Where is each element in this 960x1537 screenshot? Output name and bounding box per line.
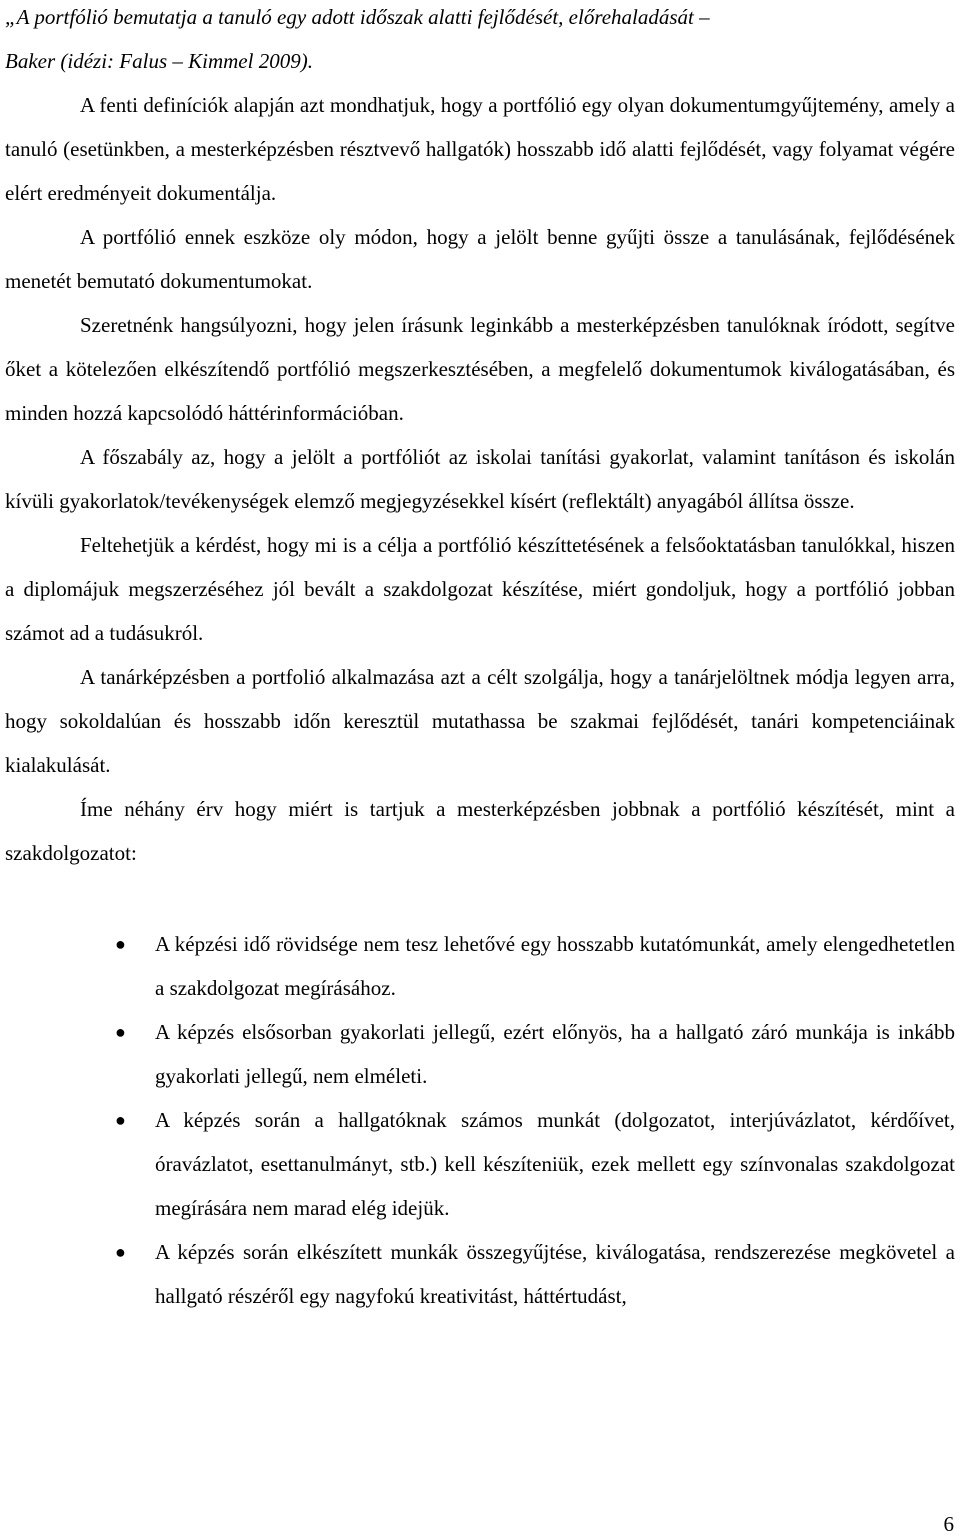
list-item xyxy=(5,1230,955,1318)
list-item-text: A képzés elsősorban gyakorlati jellegű, ezért előnyös, ha a hallgató záró munkája is inkább gyakorlati jellegű, nem elméleti. xyxy=(155,1020,955,1088)
page-number: 6 xyxy=(943,1512,954,1536)
bullet-icon: ● xyxy=(115,934,126,954)
bullet-icon: ● xyxy=(115,1022,126,1042)
paragraph-question: Feltehetjük a kérdést, hogy mi is a célja a portfólió készíttetésének a felsőoktatásban tanulókkal, hiszen a diplomájuk megszerzéséhez jól bevált a szakdolgozat készítése, miért gondoljuk, hogy a portfólió jobban számot ad a tudásukról. xyxy=(5,533,955,645)
list-item xyxy=(5,1010,955,1098)
paragraph-emphasis: Szeretnénk hangsúlyozni, hogy jelen írásunk leginkább a mesterképzésben tanulóknak íródott, segítve őket a kötelezően elkészítendő portfólió megszerkesztésében, a megfelelő dokumentumok kiválogatásában, és minden hozzá kapcsolódó háttérinformációban. xyxy=(5,313,955,425)
bullet-icon: ● xyxy=(115,1242,126,1262)
paragraph-definition: A fenti definíciók alapján azt mondhatjuk, hogy a portfólió egy olyan dokumentumgyűjtemény, amely a tanuló (esetünkben, a mesterképzésben résztvevő hallgatók) hosszabb idő alatti fejlődését, vagy folyamat végére elért eredményeit dokumentálja. xyxy=(5,93,955,205)
bullet-icon: ● xyxy=(115,1110,126,1130)
paragraph-arguments-intro: Íme néhány érv hogy miért is tartjuk a mesterképzésben jobbnak a portfólió készítését, mint a szakdolgozatot: xyxy=(5,797,955,865)
document-page xyxy=(5,0,955,1318)
list-item-text: A képzés során elkészített munkák összegyűjtése, kiválogatása, rendszerezése megkövetel a hallgató részéről egy nagyfokú kreativitást, háttértudást, xyxy=(155,1240,955,1308)
list-item-text: A képzési idő rövidsége nem tesz lehetővé egy hosszabb kutatómunkát, amely elengedhetetlen a szakdolgozat megírásához. xyxy=(155,932,955,1000)
list-item xyxy=(5,922,955,1010)
paragraph-teacher-training: A tanárképzésben a portfolió alkalmazása azt a célt szolgálja, hogy a tanárjelöltnek módja legyen arra, hogy sokoldalúan és hosszabb időn keresztül mutathassa be szakmai fejlődését, tanári kompetenciáinak kialakulását. xyxy=(5,665,955,777)
list-item xyxy=(5,1098,955,1230)
arguments-list xyxy=(5,922,955,1318)
paragraph-portfolio-tool: A portfólió ennek eszköze oly módon, hogy a jelölt benne gyűjti össze a tanulásának, fejlődésének menetét bemutató dokumentumokat. xyxy=(5,225,955,293)
list-item-text: A képzés során a hallgatóknak számos munkát (dolgozatot, interjúvázlatot, kérdőívet, óravázlatot, esettanulmányt, stb.) kell készíteniük, ezek mellett egy színvonalas szakdolgozat megírására nem marad elég idejük. xyxy=(155,1108,955,1220)
paragraph-main-rule: A főszabály az, hogy a jelölt a portfóliót az iskolai tanítási gyakorlat, valamint tanításon és iskolán kívüli gyakorlatok/tevékenységek elemző megjegyzésekkel kísért (reflektált) anyagából állítsa össze. xyxy=(5,445,955,513)
quote-line: „A portfólió bemutatja a tanuló egy adott időszak alatti fejlődését, előrehaladását – xyxy=(5,5,710,29)
quote-source: Baker (idézi: Falus – Kimmel 2009). xyxy=(5,49,313,73)
